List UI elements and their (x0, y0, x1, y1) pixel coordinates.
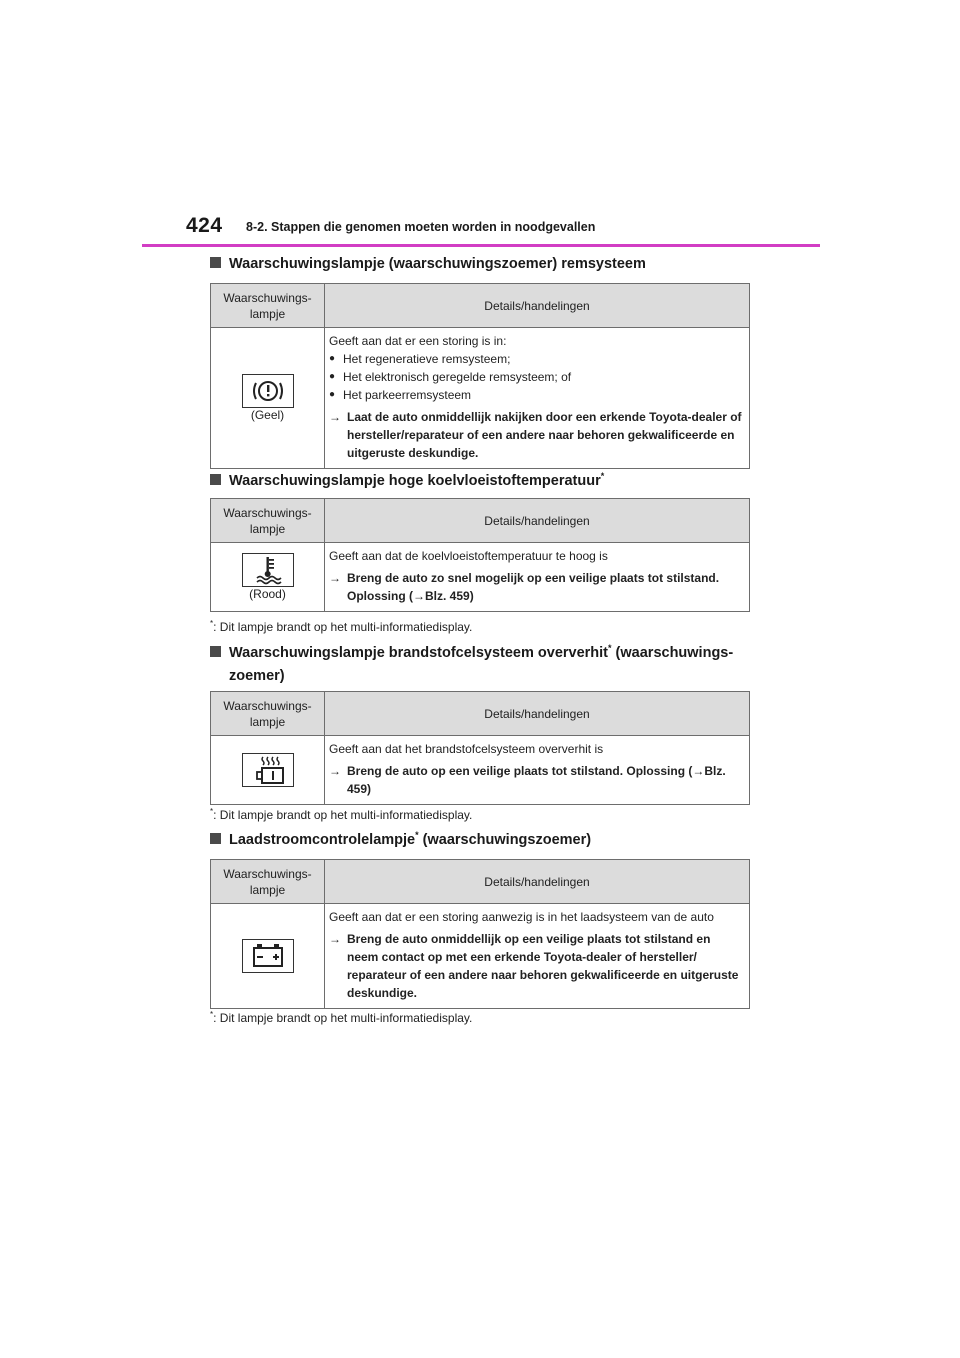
coolant-temperature-icon (242, 553, 294, 587)
header-warning-lamp: Waarschuwings- lampje (211, 860, 325, 904)
lamp-color-caption: (Rood) (249, 587, 286, 601)
details-intro: Geeft aan dat er een storing is in: (329, 334, 507, 348)
details-cell (325, 904, 750, 1009)
header-rule (142, 244, 820, 247)
details-intro: Geeft aan dat het brandstofcelsysteem oververhit is (329, 742, 604, 756)
action-text: → Breng de auto onmiddellijk op een veilige plaats tot stilstand en neem contact op met een erkende Toyota-dealer of hersteller/ reparateur of een andere naar behoren gekwalificeerde en uitgeruste deskundige. (329, 932, 739, 1000)
fuel-cell-overheat-icon (242, 753, 294, 787)
details-cell (325, 736, 750, 805)
lamp-color-caption: (Geel) (250, 408, 285, 422)
header-details: Details/handelingen (325, 499, 750, 543)
table-coolant (210, 498, 750, 612)
section-square-icon (210, 257, 221, 268)
table-fuel-cell (210, 691, 750, 805)
footnote: *: Dit lampje brandt op het multi-informatiedisplay. (210, 807, 473, 822)
footnote: *: Dit lampje brandt op het multi-informatiedisplay. (210, 1010, 473, 1025)
header-warning-lamp: Waarschuwings- lampje (211, 692, 325, 736)
section-title-coolant: Waarschuwingslampje hoge koelvloeistoftemperatuur* (210, 470, 760, 493)
section-square-icon (210, 646, 221, 657)
page-number: 424 (186, 214, 223, 237)
list-item: ● Het regeneratieve remsysteem; (329, 350, 743, 368)
action-text: → Laat de auto onmiddellijk nakijken door een erkende Toyota-dealer of hersteller/reparateur of een andere naar behoren gekwalificeerde en uitgeruste deskundige. (329, 410, 742, 460)
header-warning-lamp: Waarschuwings- lampje (211, 284, 325, 328)
brake-warning-icon (242, 374, 294, 408)
section-title-brake: Waarschuwingslampje (waarschuwingszoemer) remsysteem (210, 253, 760, 276)
table-charging (210, 859, 750, 1009)
table-brake (210, 283, 750, 469)
details-intro: Geeft aan dat de koelvloeistoftemperatuur te hoog is (329, 549, 608, 563)
section-title-charging: Laadstroomcontrolelampje* (waarschuwingszoemer) (210, 829, 760, 852)
header-details: Details/handelingen (325, 284, 750, 328)
list-item: ● Het elektronisch geregelde remsysteem; of (329, 368, 743, 386)
action-text: → Breng de auto op een veilige plaats tot stilstand. Oplossing (→Blz. 459) (329, 764, 726, 796)
header-details: Details/handelingen (325, 860, 750, 904)
section-square-icon (210, 474, 221, 485)
header-warning-lamp: Waarschuwings- lampje (211, 499, 325, 543)
section-title-fuel-cell: Waarschuwingslampje brandstofcelsysteem oververhit* (waarschuwings- zoemer) (210, 642, 760, 688)
details-cell (325, 543, 750, 612)
battery-charge-icon (242, 939, 294, 973)
lamp-cell (211, 736, 325, 805)
details-cell (325, 328, 750, 469)
chapter-title: 8-2. Stappen die genomen moeten worden in noodgevallen (246, 220, 596, 234)
action-text: → Breng de auto zo snel mogelijk op een veilige plaats tot stilstand. Oplossing (→Blz. 459) (329, 571, 720, 603)
lamp-cell (211, 904, 325, 1009)
section-square-icon (210, 833, 221, 844)
lamp-cell (211, 328, 325, 469)
page-header (186, 214, 820, 248)
footnote: *: Dit lampje brandt op het multi-informatiedisplay. (210, 619, 473, 634)
details-intro: Geeft aan dat er een storing aanwezig is in het laadsysteem van de auto (329, 910, 714, 924)
header-details: Details/handelingen (325, 692, 750, 736)
lamp-cell (211, 543, 325, 612)
list-item: ● Het parkeerremsysteem (329, 386, 743, 404)
